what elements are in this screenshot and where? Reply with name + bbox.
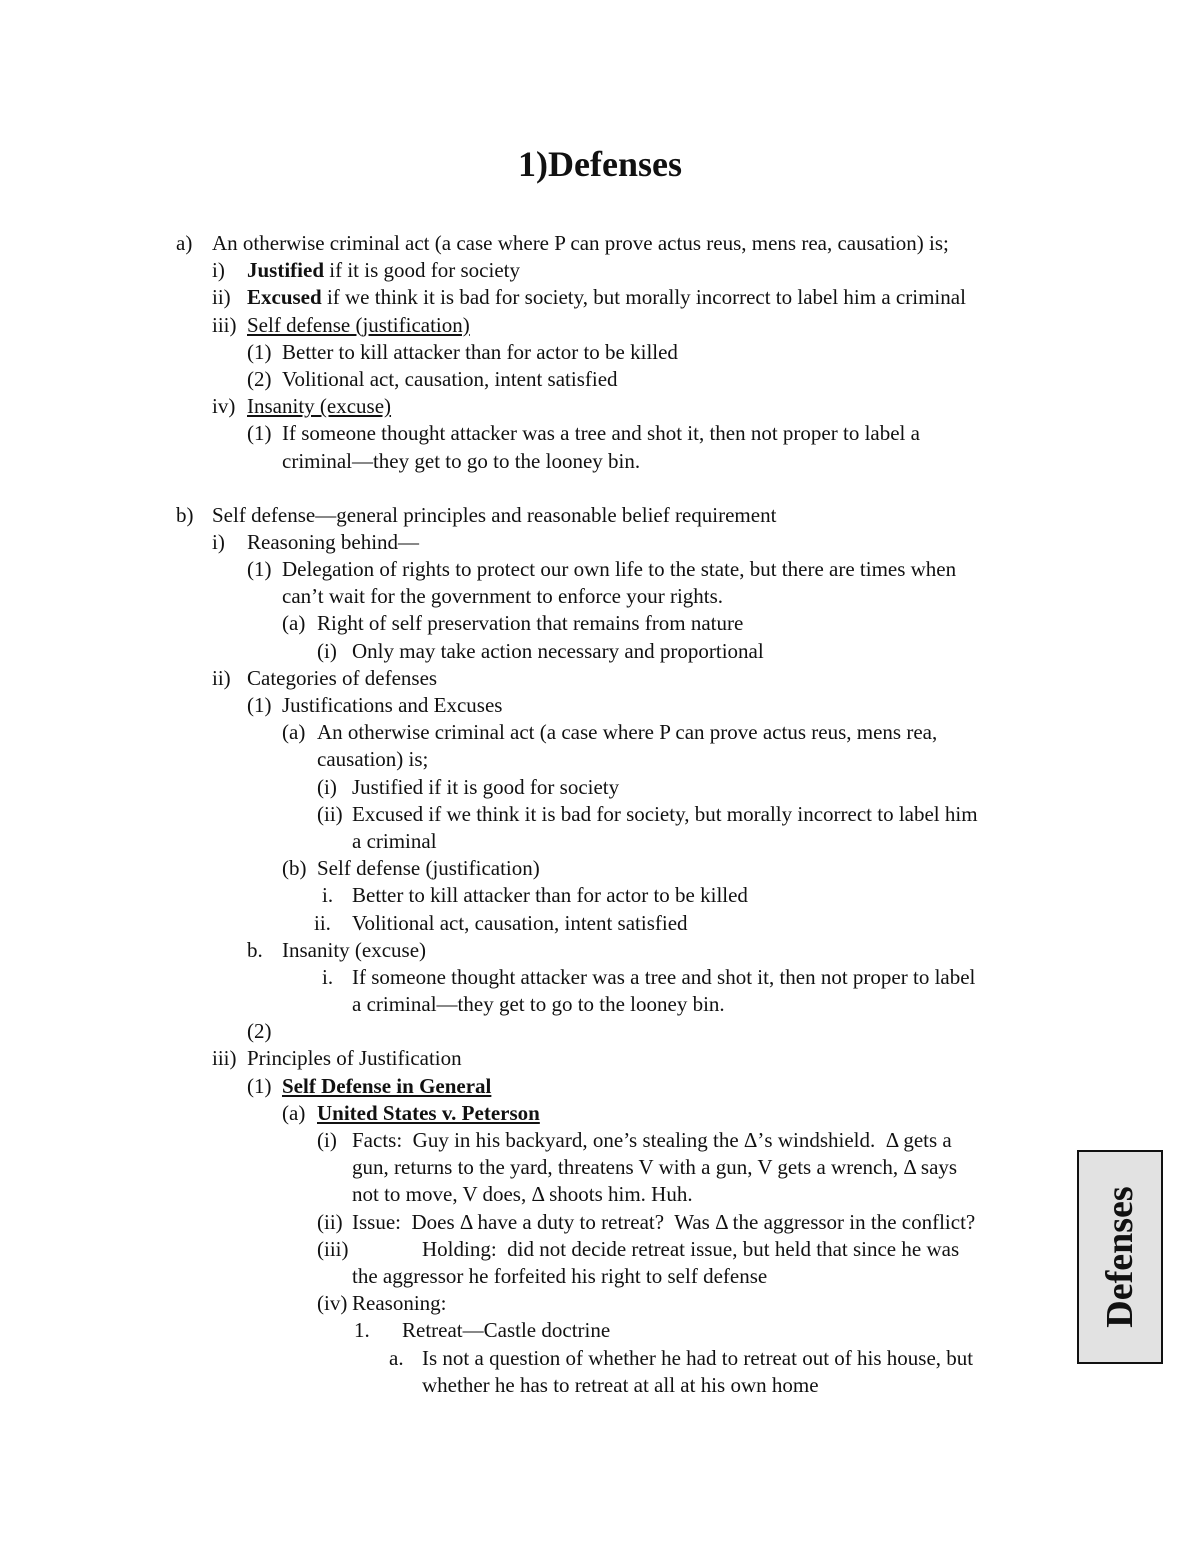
outline-text — [247, 529, 419, 556]
outline-row — [0, 1181, 1200, 1208]
outline-row — [0, 420, 1200, 447]
outline-row — [0, 610, 1200, 637]
outline-body: a criminal — [352, 828, 437, 853]
outline-row — [0, 230, 1200, 257]
outline-marker: (1) — [247, 557, 272, 582]
outline-body: An otherwise criminal act (a case where P can prove actus reus, mens rea, causation) is; — [212, 231, 949, 255]
outline-marker: i. — [322, 883, 334, 908]
outline-body: Right of self preservation that remains from nature — [317, 611, 744, 636]
outline-text — [247, 393, 391, 420]
outline-text — [352, 1263, 767, 1290]
outline-marker: (a) — [282, 611, 306, 636]
outline-text — [352, 1181, 693, 1208]
outline-body: causation) is; — [317, 747, 429, 772]
outline-body: the aggressor he forfeited his right to self defense — [352, 1263, 768, 1288]
outline-body: criminal—they get to go to the looney bin. — [282, 448, 641, 473]
outline-row — [0, 393, 1200, 420]
outline-marker: (1) — [247, 339, 272, 364]
outline-text — [352, 638, 764, 665]
outline-row — [0, 1127, 1200, 1154]
outline-body: Delegation of rights to protect our own life to the state, but there are times when — [282, 557, 957, 582]
outline-text — [352, 882, 748, 909]
outline-body: If someone thought attacker was a tree and shot it, then not proper to label — [352, 964, 976, 989]
outline-marker: i) — [212, 258, 225, 283]
outline-text — [317, 746, 428, 773]
outline-body: Reasoning behind— — [247, 529, 420, 554]
outline-text — [352, 1209, 975, 1236]
outline-row — [0, 1236, 1200, 1263]
outline-marker: (i) — [317, 638, 337, 663]
outline-text — [317, 1100, 540, 1127]
outline-marker: (ii) — [317, 801, 343, 826]
outline-marker: b. — [247, 937, 263, 962]
outline-row — [0, 1317, 1200, 1344]
outline-text — [212, 502, 776, 529]
outline-marker: iii) — [212, 1046, 237, 1071]
outline-text — [247, 257, 520, 284]
outline-row — [0, 529, 1200, 556]
outline-marker: (i) — [317, 774, 337, 799]
outline-body: whether he has to retreat at all at his own home — [422, 1372, 819, 1397]
outline-emphasis: Self Defense in General — [282, 1073, 492, 1098]
outline-row — [0, 366, 1200, 393]
outline-row — [0, 1073, 1200, 1100]
outline-body: Better to kill attacker than for actor to be killed — [352, 883, 748, 908]
outline-marker: (iii) — [317, 1236, 349, 1261]
outline-marker: (i) — [317, 1128, 337, 1152]
outline-emphasis: Justified — [247, 258, 325, 283]
outline-text — [317, 610, 743, 637]
outline-row — [0, 502, 1200, 529]
outline-text — [282, 692, 502, 719]
outline-body: Issue: Does Δ have a duty to retreat? Was Δ the aggressor in the conflict? — [352, 1209, 976, 1234]
outline-body: Reasoning: — [352, 1291, 447, 1316]
outline-row — [0, 1263, 1200, 1290]
side-tab — [1077, 1150, 1163, 1364]
outline — [0, 230, 1200, 1399]
outline-marker: 1. — [354, 1318, 370, 1343]
outline-row — [0, 937, 1200, 964]
outline-text — [282, 937, 426, 964]
page-title: 1)Defenses — [518, 144, 682, 184]
outline-emphasis: Insanity (excuse) — [247, 394, 392, 419]
outline-row — [0, 1345, 1200, 1372]
outline-text — [352, 801, 978, 828]
outline-row — [0, 638, 1200, 665]
outline-text — [352, 1127, 952, 1154]
outline-body: Is not a question of whether he had to retreat out of his house, but — [422, 1345, 974, 1370]
outline-row — [0, 583, 1200, 610]
outline-marker: a. — [389, 1345, 404, 1370]
outline-row — [0, 1045, 1200, 1072]
outline-marker: (1) — [247, 693, 272, 717]
outline-row — [0, 1209, 1200, 1236]
outline-body: gun, returns to the yard, threatens V with a gun, V gets a wrench, Δ says — [352, 1155, 958, 1180]
outline-row — [0, 855, 1200, 882]
outline-text — [352, 1154, 957, 1181]
outline-body: If someone thought attacker was a tree and shot it, then not proper to label a — [282, 421, 920, 446]
outline-row — [0, 284, 1200, 311]
outline-text — [247, 1045, 462, 1072]
outline-row — [0, 746, 1200, 773]
outline-text — [352, 774, 619, 801]
outline-marker: a) — [176, 231, 193, 255]
outline-row — [0, 312, 1200, 339]
outline-marker: (2) — [247, 366, 272, 391]
outline-body: Facts: Guy in his backyard, one’s stealing the Δ’s windshield. Δ gets a — [352, 1128, 952, 1152]
outline-marker: (a) — [282, 720, 306, 745]
outline-row — [0, 882, 1200, 909]
outline-row — [0, 1290, 1200, 1317]
outline-emphasis: Self defense (justification) — [247, 312, 470, 337]
outline-row — [0, 1372, 1200, 1399]
outline-text — [247, 312, 470, 339]
outline-marker: (a) — [282, 1100, 306, 1125]
outline-text — [212, 230, 949, 257]
outline-body: Categories of defenses — [247, 665, 438, 690]
outline-text — [352, 910, 688, 937]
outline-body: if it is good for society — [324, 258, 520, 283]
outline-row — [0, 692, 1200, 719]
outline-emphasis: United States v. Peterson — [317, 1100, 540, 1125]
outline-row — [0, 257, 1200, 284]
outline-row — [0, 1100, 1200, 1127]
outline-marker: ii) — [212, 665, 231, 690]
outline-body: not to move, V does, Δ shoots him. Huh. — [352, 1182, 693, 1207]
outline-body: Justified if it is good for society — [352, 774, 620, 799]
side-tab-label: Defenses — [1099, 1186, 1141, 1328]
outline-text — [352, 828, 437, 855]
outline-marker: ii) — [212, 285, 231, 310]
outline-text — [282, 339, 678, 366]
outline-text — [352, 964, 975, 991]
outline-body: Volitional act, causation, intent satisfied — [352, 910, 688, 935]
blank-line — [0, 475, 1200, 502]
outline-body: Self defense (justification) — [317, 856, 540, 881]
outline-text — [282, 556, 956, 583]
outline-row — [0, 556, 1200, 583]
outline-text — [282, 1073, 491, 1100]
outline-text — [282, 366, 618, 393]
outline-marker: b) — [176, 502, 194, 527]
outline-text — [422, 1372, 819, 1399]
outline-row — [0, 774, 1200, 801]
outline-marker: i) — [212, 529, 225, 554]
outline-body: can’t wait for the government to enforce your rights. — [282, 584, 724, 609]
outline-marker: (iv) — [317, 1291, 348, 1316]
outline-text — [402, 1317, 610, 1344]
outline-marker: ii. — [314, 910, 331, 935]
outline-text — [317, 719, 937, 746]
outline-emphasis: Excused — [247, 285, 322, 310]
outline-body: Volitional act, causation, intent satisfied — [282, 366, 618, 391]
outline-row — [0, 964, 1200, 991]
outline-row — [0, 448, 1200, 475]
outline-marker: (b) — [282, 856, 307, 881]
outline-row — [0, 719, 1200, 746]
outline-body: Justifications and Excuses — [282, 693, 503, 717]
outline-body: Retreat—Castle doctrine — [402, 1318, 611, 1343]
outline-marker: (ii) — [317, 1209, 343, 1234]
outline-body: Better to kill attacker than for actor to be killed — [282, 339, 678, 364]
outline-text — [352, 1290, 447, 1317]
outline-marker: iv) — [212, 394, 236, 419]
outline-body: Only may take action necessary and proportional — [352, 638, 764, 663]
outline-body: Insanity (excuse) — [282, 937, 427, 962]
outline-row — [0, 828, 1200, 855]
outline-body: if we think it is bad for society, but morally incorrect to label him a criminal — [321, 285, 966, 310]
outline-row — [0, 339, 1200, 366]
outline-row — [0, 1154, 1200, 1181]
outline-body: An otherwise criminal act (a case where P can prove actus reus, mens rea, — [317, 720, 938, 745]
outline-text — [282, 420, 920, 447]
outline-row — [0, 991, 1200, 1018]
outline-body: Holding: did not decide retreat issue, but held that since he was — [422, 1236, 960, 1261]
outline-marker: (2) — [247, 1019, 272, 1044]
outline-text — [352, 991, 725, 1018]
outline-body: a criminal—they get to go to the looney bin. — [352, 992, 725, 1017]
outline-text — [247, 284, 966, 311]
outline-body: Excused if we think it is bad for society, but morally incorrect to label him — [352, 801, 978, 826]
outline-marker: iii) — [212, 312, 237, 337]
outline-marker: (1) — [247, 1073, 272, 1098]
outline-text — [317, 855, 540, 882]
outline-marker: (1) — [247, 421, 272, 446]
outline-row — [0, 1018, 1200, 1045]
outline-body: Self defense—general principles and reasonable belief requirement — [212, 502, 777, 527]
outline-text — [247, 665, 437, 692]
outline-row — [0, 801, 1200, 828]
outline-row — [0, 910, 1200, 937]
outline-body: Principles of Justification — [247, 1046, 462, 1071]
outline-text — [422, 1345, 973, 1372]
outline-row — [0, 665, 1200, 692]
outline-text — [422, 1236, 959, 1263]
outline-text — [282, 448, 640, 475]
outline-text — [282, 583, 723, 610]
outline-marker: i. — [322, 964, 334, 989]
